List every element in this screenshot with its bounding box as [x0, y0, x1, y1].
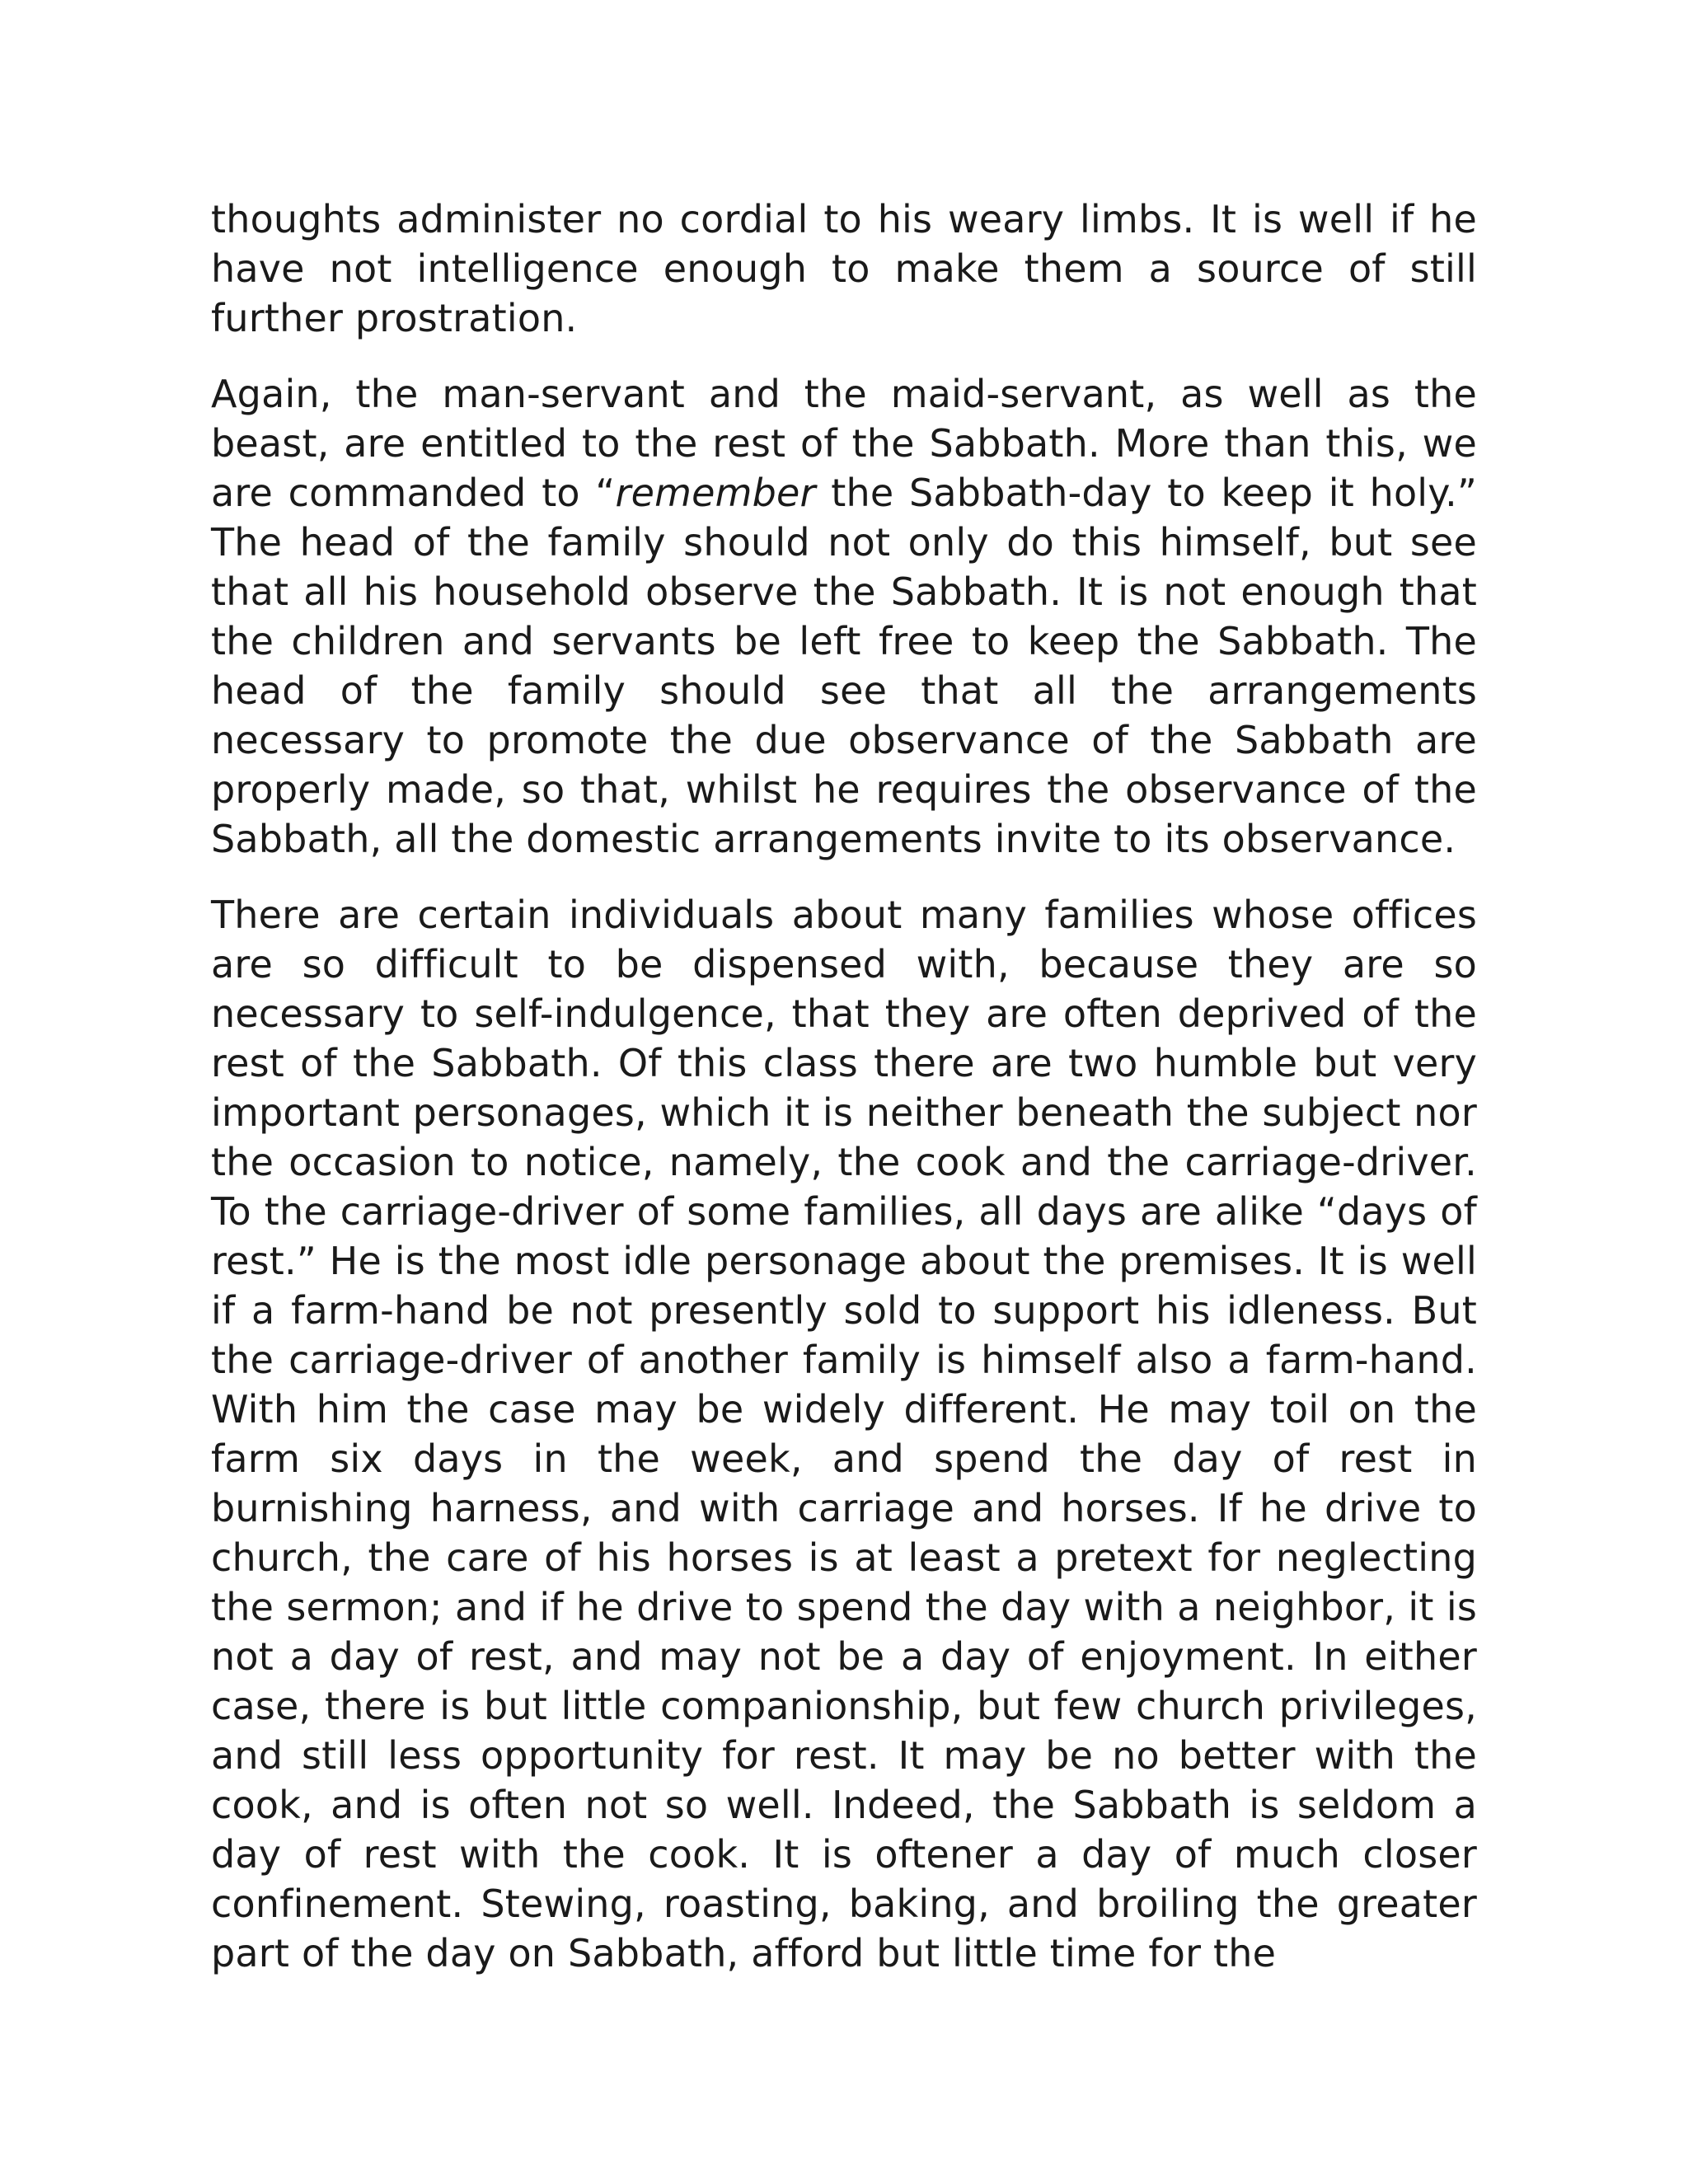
paragraph-3	[211, 890, 1477, 1978]
paragraph-2	[211, 369, 1477, 864]
paragraph-2-text-after: the Sabbath-day to keep it holy.” The head of the family should not only do this himself, but see that all his household observe the Sabbath. It is not enough that the children and servants be left free to keep the Sabbath. The head of the family should see that all the arrangements necessary to promote the due observance of the Sabbath are properly made, so that, whilst he requires the observance of the Sabbath, all the domestic arrangements invite to its observance.	[211, 471, 1478, 861]
paragraph-3-text: There are certain individuals about many families whose offices are so difficult to be dispensed with, because they are so necessary to self-indulgence, that they are often deprived of the rest of the Sabbath. Of this class there are two humble but very important personages, which it is neither beneath the subject nor the occasion to notice, namely, the cook and the carriage-driver. To the carriage-driver of some families, all days are alike “days of rest.” He is the most idle personage about the premises. It is well if a farm-hand be not presently sold to support his idleness. But the carriage-driver of another family is himself also a farm-hand. With him the case may be widely different. He may toil on the farm six days in the week, and spend the day of rest in burnishing harness, and with carriage and horses. If he drive to church, the care of his horses is at least a pretext for neglecting the sermon; and if he drive to spend the day with a neighbor, it is not a day of rest, and may not be a day of enjoyment. In either case, there is but little companionship, but few church privileges, and still less opportunity for rest. It may be no better with the cook, and is often not so well. Indeed, the Sabbath is seldom a day of rest with the cook. It is oftener a day of much closer confinement. Stewing, roasting, baking, and broiling the greater part of the day on Sabbath, afford but little time for the	[211, 893, 1477, 1975]
paragraph-2-text-before: Again, the man-servant and the maid-servant, as well as the beast, are entitled to the rest of the Sabbath. More than this, we are commanded to “	[211, 372, 1477, 515]
paragraph-2-emphasis: remember	[615, 471, 816, 515]
document-page	[211, 194, 1477, 2004]
paragraph-1	[211, 194, 1477, 343]
paragraph-1-text: thoughts administer no cordial to his weary limbs. It is well if he have not intelligence enough to make them a source of still further prostration.	[211, 197, 1477, 340]
